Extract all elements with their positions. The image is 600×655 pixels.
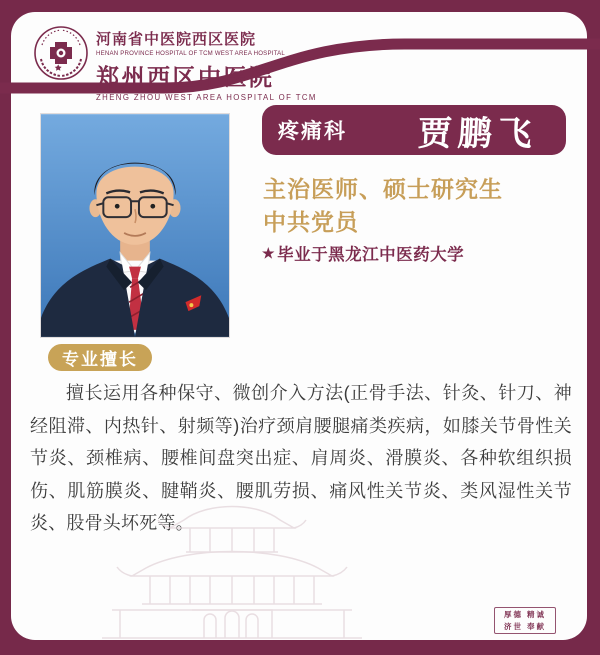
expertise-text: 擅长运用各种保守、微创介入方法(正骨手法、针灸、针刀、神经阻滞、内热针、射频等)治疗颈肩腰腿痛类疾病，如膝关节骨性关节炎、颈椎病、腰椎间盘突出症、肩周炎、滑膜炎、各种软组织损伤、肌筋膜炎、腱鞘炎、腰肌劳损、痛风性关节炎、类风湿性关节炎、股骨头坏死等。	[30, 383, 572, 533]
hospital-name-block	[96, 28, 317, 102]
motto-seal	[494, 607, 556, 634]
education-text: 毕业于黑龙江中医药大学	[277, 246, 465, 264]
hospital-name-cn-small: 河南省中医院西区医院	[96, 32, 257, 48]
hospital-seal-icon	[33, 25, 89, 81]
expertise-badge: 专业擅长	[48, 344, 152, 371]
motto-line-1: 厚德 精诚	[503, 609, 547, 619]
department-label: 疼痛科	[278, 120, 347, 143]
hospital-name-en-large: ZHENG ZHOU WEST AREA HOSPITAL OF TCM	[96, 93, 317, 102]
person-illustration	[41, 114, 229, 337]
doctor-name: 贾鹏飞	[416, 113, 539, 154]
hospital-name-cn-large: 郑州西区中医院	[96, 65, 275, 90]
doctor-photo	[40, 113, 230, 338]
hospital-name-en-small: HENAN PROVINCE HOSPITAL OF TCM WEST AREA HOSPITAL	[96, 50, 285, 57]
motto-line-2: 济世 奉献	[503, 621, 547, 631]
star-icon: ★	[262, 244, 276, 261]
department-name-bar	[262, 105, 566, 155]
doctor-title-line1: 主治医师、硕士研究生	[263, 176, 503, 202]
doctor-title-line2: 中共党员	[263, 209, 359, 235]
education-line	[262, 241, 464, 265]
